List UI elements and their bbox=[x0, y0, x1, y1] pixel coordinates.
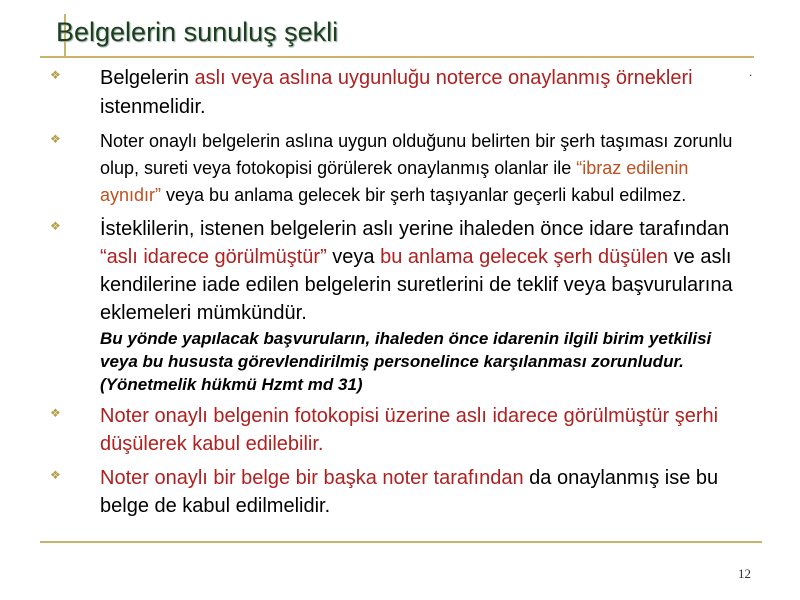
diamond-bullet-icon: ❖ bbox=[50, 219, 61, 233]
corner-mark: . bbox=[749, 65, 753, 79]
bullet-list bbox=[50, 58, 753, 520]
slide-title: Belgelerin sunuluş şekli bbox=[56, 17, 339, 47]
list-item bbox=[50, 64, 753, 122]
diamond-bullet-icon: ❖ bbox=[50, 406, 61, 420]
item-text: Noter onaylı belgenin fotokopisi üzerine aslı idarece görülmüştür şerhi düşülerek kabul edilebilir. bbox=[100, 405, 719, 455]
item-text: Belgelerin aslı veya aslına uygunluğu noterce onaylanmış örnekleri istenmelidir. bbox=[100, 67, 693, 118]
diamond-bullet-icon: ❖ bbox=[50, 468, 61, 482]
footer-divider bbox=[40, 541, 762, 543]
page-number: 12 bbox=[738, 566, 751, 581]
list-item bbox=[50, 402, 750, 458]
diamond-bullet-icon: ❖ bbox=[50, 68, 61, 82]
regulation-note: Bu yönde yapılacak başvuruların, ihaleden önce idarenin ilgili birim yetkilisi veya bu hususta görevlendirilmiş personelince karşılanması zorunludur. (Yönetmelik hükmü Hzmt md 31) bbox=[100, 329, 712, 394]
list-item bbox=[50, 464, 750, 520]
diamond-bullet-icon: ❖ bbox=[50, 132, 61, 146]
item-text: İsteklilerin, istenen belgelerin aslı yerine ihaleden önce idare tarafından “aslı idarece görülmüştür” veya bu anlama gelecek şerh düşülen ve aslı kendilerine iade edilen belgelerin suretlerini de teklif veya başvurularına eklemeleri mümkündür. bbox=[100, 218, 733, 324]
item-text: Noter onaylı belgelerin aslına uygun olduğunu belirten bir şerh taşıması zorunlu olup, sureti veya fotokopisi görülerek onaylanmış olanlar ile “ibraz edilenin aynıdır” veya bu anlama gelecek bir şerh taşıyanlar geçerli kabul edilmez. bbox=[100, 131, 733, 205]
list-item bbox=[50, 215, 750, 396]
list-item bbox=[50, 128, 750, 209]
item-text: Noter onaylı bir belge bir başka noter tarafından da onaylanmış ise bu belge de kabul edilmelidir. bbox=[100, 467, 719, 517]
